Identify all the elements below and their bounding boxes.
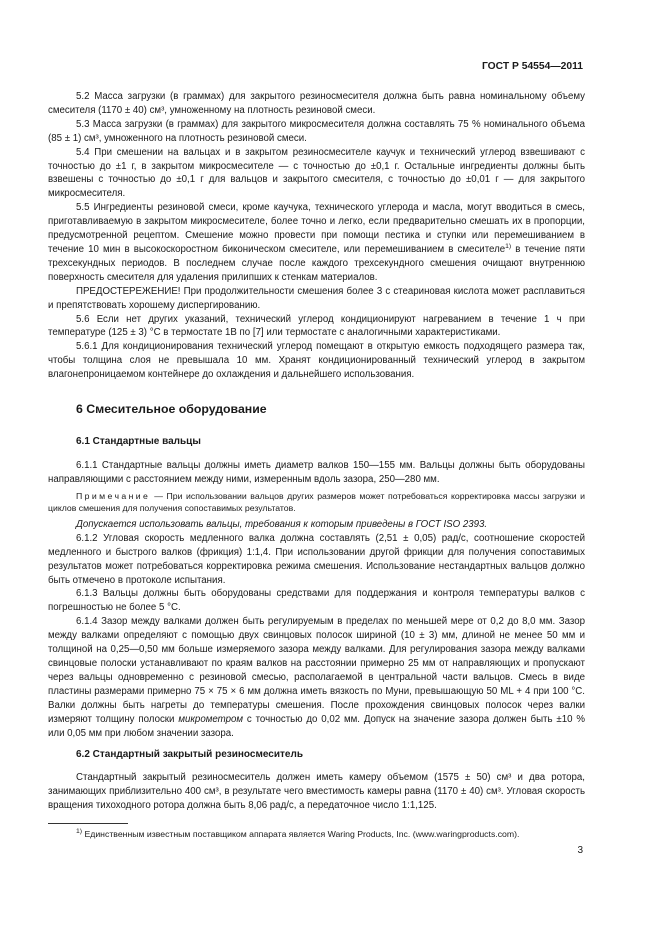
- paragraph-5-4: 5.4 При смешении на вальцах и в закрытом резиносмесителе каучук и технический углерод взвешивают с точностью до ±1 г, в закрытом микросмесителе — с точностью до ±0,1 г. Остальные ингредиенты должны быть взвешены с точностью до ±0,1 г для вальцов и закрытого смесителя, с точностью до ±0,01 г — для закрытого микросмесителя.: [48, 146, 585, 200]
- section-6-heading: 6 Смесительное оборудование: [76, 402, 267, 417]
- paragraph-5-3: 5.3 Масса загрузки (в граммах) для закрытого микросмесителя должна составлять 75 % номинального объема (85 ± 1) см³, умноженного на плотность резиновой смеси.: [48, 118, 585, 144]
- subsection-6-2-heading: 6.2 Стандартный закрытый резиносмеситель: [76, 749, 303, 761]
- document-id: ГОСТ Р 54554—2011: [481, 61, 583, 72]
- paragraph-6-1-3: 6.1.3 Вальцы должны быть оборудованы средствами для поддержания и контроля температуры валков с погрешностью не более 5 °С.: [48, 588, 585, 614]
- paragraph-5-6: 5.6 Если нет других указаний, технический углерод кондиционируют нагреванием в течение 1 ч при температуре (125 ± 3) °С в термостате 1В по [7] или термостате с аналогичными характеристиками.: [48, 313, 585, 339]
- footnote-text: Единственным известным поставщиком аппарата является Waring Products, Inc. (www.waringproducts.com).: [84, 829, 520, 839]
- paragraph-6-1-4-italic: микрометром: [178, 713, 244, 725]
- paragraph-5-5-part2: в течение пяти трехсекундных периодов. В последнем случае после каждого трехсекундного смешения очищают внутреннюю поверхность смесителя для удаления прилипших к стенкам материалов.: [48, 243, 585, 283]
- paragraph-5-6-1: 5.6.1 Для кондиционирования технический углерод помещают в открытую емкость подходящего размера так, чтобы толщина слоя не превышала 10 мм. Хранят кондиционированный технический углерод в закрытом влагонепроницаемом контейнере до охлаждения и дальнейшего использования.: [48, 341, 585, 381]
- warning-paragraph: ПРЕДОСТЕРЕЖЕНИЕ! При продолжительности смешения более 3 с стеариновая кислота может расплавиться и препятствовать хорошему диспергированию.: [48, 285, 585, 311]
- paragraph-6-2: Стандартный закрытый резиносмеситель должен иметь камеру объемом (1575 ± 50) см³ и два ротора, занимающих приблизительно 400 см³, в результате чего вместимость камеры равна (1170 ± 40) см³. Угловая скорость вращения тихоходного ротора должна быть 8,06 рад/с, а передаточное число 1:1,125.: [48, 772, 585, 812]
- paragraph-6-1-2: 6.1.2 Угловая скорость медленного валка должна составлять (2,51 ± 0,05) рад/с, соотношение скоростей медленного и быстрого валков (фрикция) 1:1,4. При использовании другой фрикции для получения сопоставимых результатов может потребоваться корректировка режима смешения. Использование нестандартных вальцов должно быть отмечено в протоколе испытания.: [48, 532, 585, 586]
- paragraph-6-1-1: 6.1.1 Стандартные вальцы должны иметь диаметр валков 150—155 мм. Вальцы должны быть оборудованы направляющими с расстоянием между ними, измеренным вдоль зазора, 250—280 мм.: [48, 459, 585, 485]
- note: [48, 490, 585, 515]
- note-label: Примечание: [76, 490, 151, 501]
- subsection-6-1-heading: 6.1 Стандартные вальцы: [76, 436, 201, 448]
- footnote-mark: 1): [76, 828, 83, 835]
- page-number: 3: [577, 845, 583, 856]
- footnote: [48, 828, 585, 840]
- paragraph-6-1-4: [48, 615, 585, 740]
- paragraph-6-1-4-part2: с точностью до 0,02 мм. Допуск на значение зазора должен быть ±10 % или 0,05 мм при любом значении зазора.: [48, 713, 585, 739]
- paragraph-5-5: [48, 201, 585, 284]
- paragraph-5-2: 5.2 Масса загрузки (в граммах) для закрытого резиносмесителя должна быть равна номинальному объему смесителя (1170 ± 40) см³, умноженному на плотность резиновой смеси.: [48, 91, 585, 116]
- paragraph-6-1-4-part1: 6.1.4 Зазор между валками должен быть регулируемым в пределах по меньшей мере от 0,2 до 8,0 мм. Зазор между валками определяют с помощью двух свинцовых полосок шириной (10 ± 3) мм, длиной не менее 50 мм и толщиной на 0,25—0,50 мм больше измеряемого зазора между валками. Для регулирования зазора между валками свинцовые полоски устанавливают по краям валков на расстоянии примерно 25 мм от направляющих и пропускают через вальцы одновременно с резиновой смесью, располагаемой в центральной части вальцов. Смесь в виде пластины размерами примерно 75 × 75 × 6 мм должна иметь вязкость по Муни, превышающую 50 ML + 4 при 100 °С. Валки должны быть нагреты до температуры смешения. После прохождения свинцовых полосок через валки измеряют толщину полоски: [48, 616, 585, 725]
- italic-paragraph: Допускается использовать вальцы, требования к которым приведены в ГОСТ ISO 2393.: [76, 518, 488, 530]
- footnote-ref: 1): [505, 242, 512, 250]
- paragraph-5-5-part1: 5.5 Ингредиенты резиновой смеси, кроме каучука, технического углерода и масла, могут вводиться в смесь, приготавливаемую в закрытом микросмесителе, более точно и легко, если предварительно смешать их в пропорции, предусмотренной рецептом. Смешение можно провести при помощи пестика и ступки или перемешиванием в течение 10 мин в высокоскоростном биконическом смесителе, или перемешиванием в смесителе: [48, 202, 585, 255]
- note-text: — При использовании вальцов других размеров может потребоваться корректировка массы загрузки и циклов смешения для получения сопоставимых результатов.: [48, 490, 585, 514]
- document-body: [48, 90, 585, 813]
- footnote-divider: [48, 823, 128, 824]
